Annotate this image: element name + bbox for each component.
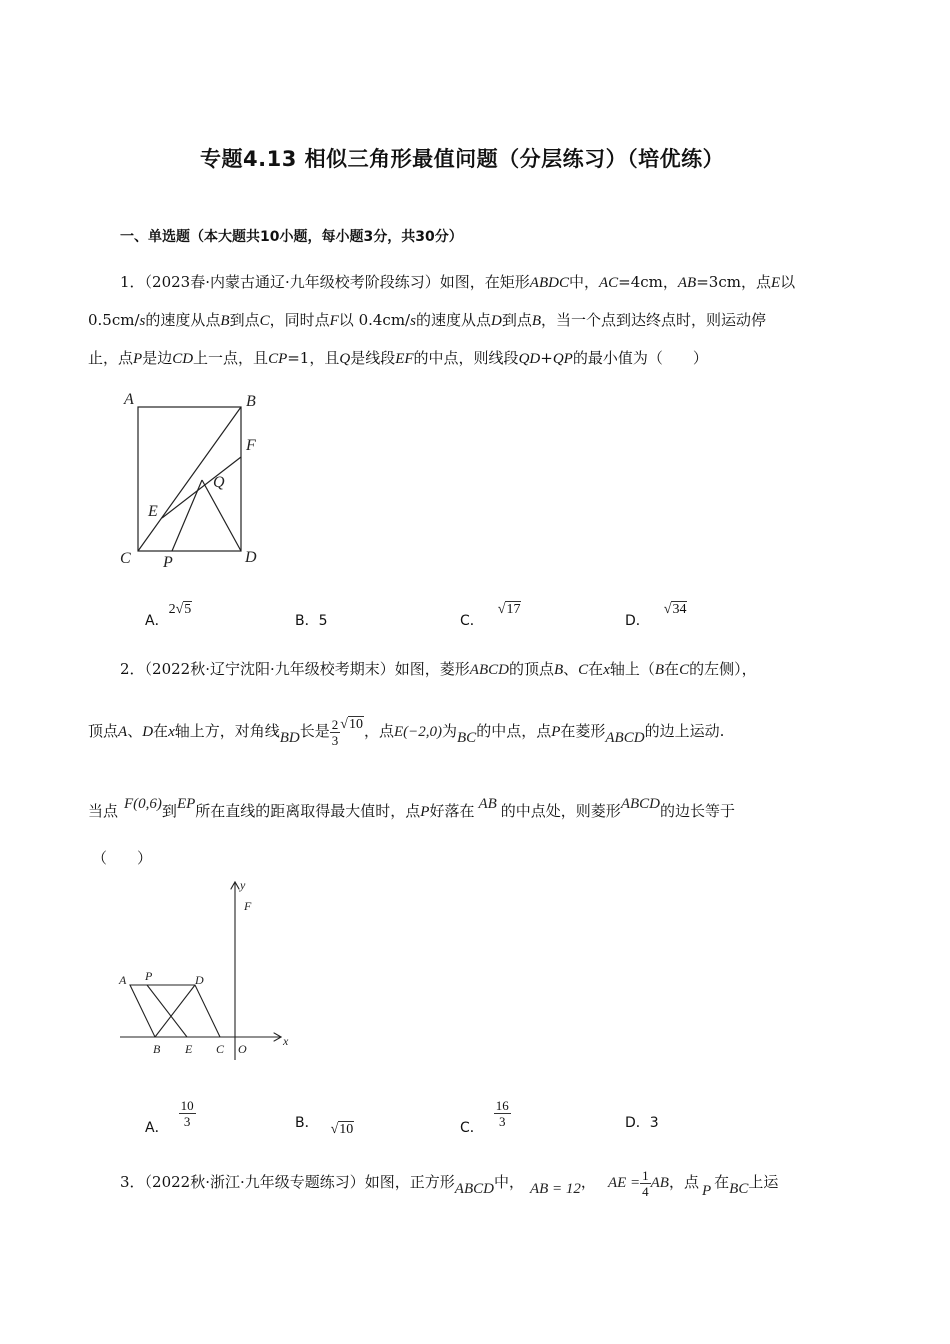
q2-text: 、	[127, 722, 143, 740]
q2-math: B	[654, 662, 665, 678]
q1-segment-cb	[138, 407, 241, 551]
q1-label-q: Q	[213, 474, 225, 491]
option-label: B．	[295, 1115, 319, 1131]
q3-text: 上运	[748, 1173, 779, 1191]
section-heading: 一、单选题（本大题共10小题，每小题3分，共30分）	[120, 229, 463, 245]
q1-option-a-coef: 2	[168, 602, 176, 617]
q2-math: AB	[478, 796, 497, 812]
q1-option-a[interactable]	[145, 602, 192, 630]
q1-text: ，当一个点到达终点时，则运动停	[541, 311, 767, 329]
q1-line-3	[88, 348, 708, 369]
q2-radical: √10	[340, 717, 363, 732]
q2-fraction	[330, 717, 341, 748]
q2-label-f: F	[244, 899, 252, 913]
q1-text: 以	[780, 273, 796, 291]
q1-label-f: F	[246, 437, 256, 454]
q1-text: 到点	[229, 311, 260, 329]
q3-fraction-num: 1	[642, 1167, 649, 1183]
q2-option-a-den: 3	[183, 1114, 191, 1129]
q2-option-b-radicand: 10	[339, 1122, 354, 1137]
q2-text: 好落在	[429, 802, 475, 820]
q1-text: 中，	[568, 273, 599, 291]
q3-math: AB	[650, 1175, 669, 1191]
q2-option-b[interactable]	[295, 1112, 354, 1137]
q2-text: 为	[442, 722, 458, 740]
q1-option-c-radicand: 17	[506, 602, 521, 617]
q2-figure	[110, 875, 310, 1065]
q2-math: C	[679, 662, 690, 678]
q2-fraction-den: 3	[331, 732, 339, 748]
q1-math: QD	[518, 351, 541, 367]
q2-option-a-num: 10	[180, 1098, 194, 1113]
q3-text: 中，	[493, 1173, 524, 1191]
option-label: C．	[460, 613, 484, 629]
q3-math: ABCD	[454, 1181, 494, 1197]
q3-number: 3．	[120, 1173, 145, 1191]
q2-option-a-value	[179, 1098, 196, 1129]
q2-math: BD	[279, 730, 300, 746]
q2-label-p: P	[145, 969, 153, 983]
q2-text: 的边上运动.	[644, 722, 725, 740]
q1-text: 是线段	[350, 349, 396, 367]
q2-text: 的中点，点	[476, 722, 552, 740]
q1-text: +	[540, 349, 553, 367]
q2-radicand: 10	[348, 717, 363, 732]
q1-figure	[112, 385, 272, 575]
q1-text: =4cm，	[618, 273, 678, 291]
q2-option-c[interactable]	[460, 1098, 511, 1136]
q2-math: P	[420, 804, 430, 820]
q2-text: 、	[563, 660, 579, 678]
q2-label-b: B	[153, 1042, 161, 1056]
q2-option-c-num: 16	[495, 1098, 509, 1113]
q1-text: 如图，在矩形	[439, 273, 530, 291]
q1-option-c-value: √17	[497, 602, 521, 617]
q3-text: ，	[580, 1173, 596, 1191]
q1-math: D	[490, 313, 502, 329]
q1-text: 以 0.4cm/	[338, 311, 411, 329]
q2-text: 所在直线的距离取得最大值时，点	[195, 802, 421, 820]
q2-option-a[interactable]	[145, 1098, 196, 1136]
q2-number: 2．	[120, 660, 145, 678]
q1-label-d: D	[245, 549, 257, 566]
q2-math: BC	[457, 730, 477, 746]
q2-fraction-num: 2	[331, 716, 339, 732]
q2-diagonal-bd	[155, 985, 195, 1037]
q1-text: 的速度从点	[145, 311, 221, 329]
q1-label-b: B	[246, 393, 256, 410]
q1-math: Q	[339, 351, 351, 367]
q1-option-a-value: 2√5	[168, 602, 192, 617]
option-label: A．	[145, 1119, 169, 1136]
q1-math: E	[770, 275, 781, 291]
q2-line-2	[88, 714, 724, 750]
q2-option-c-den: 3	[499, 1114, 506, 1129]
q2-math: ABCD	[605, 730, 645, 746]
q2-text: 轴上方，对角线	[174, 722, 280, 740]
q2-math: ABCD	[620, 796, 660, 812]
q1-label-p: P	[163, 554, 173, 571]
option-label: B．	[295, 613, 319, 629]
q1-option-b[interactable]	[295, 610, 328, 630]
q2-option-d-value: 3	[649, 1115, 659, 1131]
q1-option-d-value: √34	[663, 602, 687, 617]
q2-text: 在菱形	[560, 722, 606, 740]
q1-text: =1，且	[287, 349, 340, 367]
q2-math: x	[603, 662, 610, 678]
q1-segment-ef	[162, 457, 241, 518]
q3-source: （2022秋·浙江·九年级专题练习）	[144, 1173, 365, 1191]
q2-math: EP	[176, 796, 196, 812]
option-label: D．	[625, 1115, 650, 1131]
q2-text: 在	[588, 660, 604, 678]
q1-math: s	[139, 313, 146, 329]
q2-text: 的边长等于	[659, 802, 735, 820]
q2-text: 在	[664, 660, 680, 678]
q3-text: ，点	[668, 1173, 699, 1191]
q2-text: 轴上（	[609, 660, 655, 678]
q3-line-1	[120, 1165, 778, 1200]
q1-option-d-radicand: 34	[672, 602, 687, 617]
q1-line-1	[120, 272, 795, 293]
q1-label-c: C	[120, 550, 131, 567]
q3-text: 在	[714, 1173, 730, 1191]
q1-number: 1．	[120, 273, 145, 291]
q2-segment-pe	[147, 985, 187, 1037]
option-label: C．	[460, 1119, 484, 1136]
q1-option-a-radicand: 5	[184, 602, 192, 617]
q2-label-y: y	[240, 878, 246, 892]
q2-math: A	[118, 724, 128, 740]
q2-math: P	[551, 724, 561, 740]
q1-math: P	[133, 351, 143, 367]
q2-label-d: D	[195, 973, 204, 987]
q2-math: ABCD	[469, 662, 509, 678]
q1-math: AB	[677, 275, 697, 291]
q2-text: 长是	[299, 722, 330, 740]
q1-math: F	[329, 313, 339, 329]
option-label: A．	[145, 613, 169, 629]
q2-text: 当点	[88, 802, 119, 820]
q2-option-d[interactable]	[625, 1112, 659, 1132]
q1-math: CP	[268, 351, 288, 367]
q2-math: B	[553, 662, 564, 678]
q1-math: QP	[552, 351, 573, 367]
q1-text: 止，点	[88, 349, 134, 367]
q1-math: AC	[598, 275, 619, 291]
q1-text: 到点	[501, 311, 532, 329]
q2-line-3	[88, 794, 735, 829]
q2-label-e: E	[185, 1042, 193, 1056]
q3-text: 如图，正方形	[364, 1173, 455, 1191]
q3-math: AE =	[607, 1175, 641, 1191]
q1-option-c[interactable]	[460, 602, 521, 630]
q2-text: 的顶点	[508, 660, 554, 678]
q1-text: 的最小值为（ ）	[572, 349, 708, 367]
q1-text: 是边	[142, 349, 173, 367]
q1-option-d[interactable]	[625, 602, 687, 630]
q2-text: 在	[153, 722, 169, 740]
q2-label-o: O	[238, 1042, 247, 1056]
q2-line-1	[120, 659, 757, 680]
q2-text: 的中点处，则菱形	[500, 802, 621, 820]
q2-text: 顶点	[88, 722, 119, 740]
q1-segment-pq	[172, 480, 202, 551]
q3-math: BC	[729, 1181, 749, 1197]
q2-text: 的左侧），	[689, 660, 757, 678]
q3-math: AB = 12	[529, 1181, 581, 1197]
q3-fraction-den: 4	[642, 1183, 649, 1199]
q2-option-c-value	[494, 1098, 511, 1129]
q2-source: （2022秋·辽宁沈阳·九年级校考期末）	[144, 660, 395, 678]
q1-label-a: A	[124, 391, 134, 408]
q2-label-a: A	[119, 973, 127, 987]
q2-text: ，点	[363, 722, 394, 740]
q2-math: F(0,6)	[124, 796, 162, 812]
q3-fraction	[640, 1168, 651, 1199]
q1-math: s	[410, 313, 416, 329]
q2-math: C	[578, 662, 589, 678]
q1-text: 上一点，且	[193, 349, 269, 367]
q1-line-2	[88, 310, 766, 331]
q1-source: （2023春·内蒙古通辽·九年级校考阶段练习）	[144, 273, 440, 291]
q1-text: 0.5cm/	[88, 311, 140, 329]
q2-math: E(−2,0)	[393, 724, 442, 740]
q1-math: C	[259, 313, 270, 329]
page-title: 专题4.13 相似三角形最值问题（分层练习）（培优练）	[200, 147, 725, 171]
q1-label-e: E	[148, 503, 158, 520]
q2-label-c: C	[216, 1042, 225, 1056]
q1-text: =3cm，点	[696, 273, 771, 291]
q2-label-x: x	[283, 1034, 289, 1048]
q1-math: EF	[395, 351, 414, 367]
q2-math: D	[142, 724, 154, 740]
q1-math: ABDC	[529, 275, 569, 291]
q1-math: B	[531, 313, 541, 329]
q2-text: 到	[161, 802, 177, 820]
q1-text: ，同时点	[269, 311, 330, 329]
q1-text: 的中点，则线段	[413, 349, 519, 367]
option-label: D．	[625, 613, 650, 629]
q1-math: CD	[172, 351, 194, 367]
q2-option-b-value: √10	[330, 1122, 354, 1137]
q2-text: 如图，菱形	[394, 660, 470, 678]
q2-line-4: （ ）	[92, 849, 153, 867]
q1-option-b-value: 5	[318, 613, 328, 629]
q1-text: 的速度从点	[415, 311, 491, 329]
q2-math: x	[168, 724, 175, 740]
q1-math: B	[220, 313, 230, 329]
q3-math: P	[701, 1183, 712, 1199]
